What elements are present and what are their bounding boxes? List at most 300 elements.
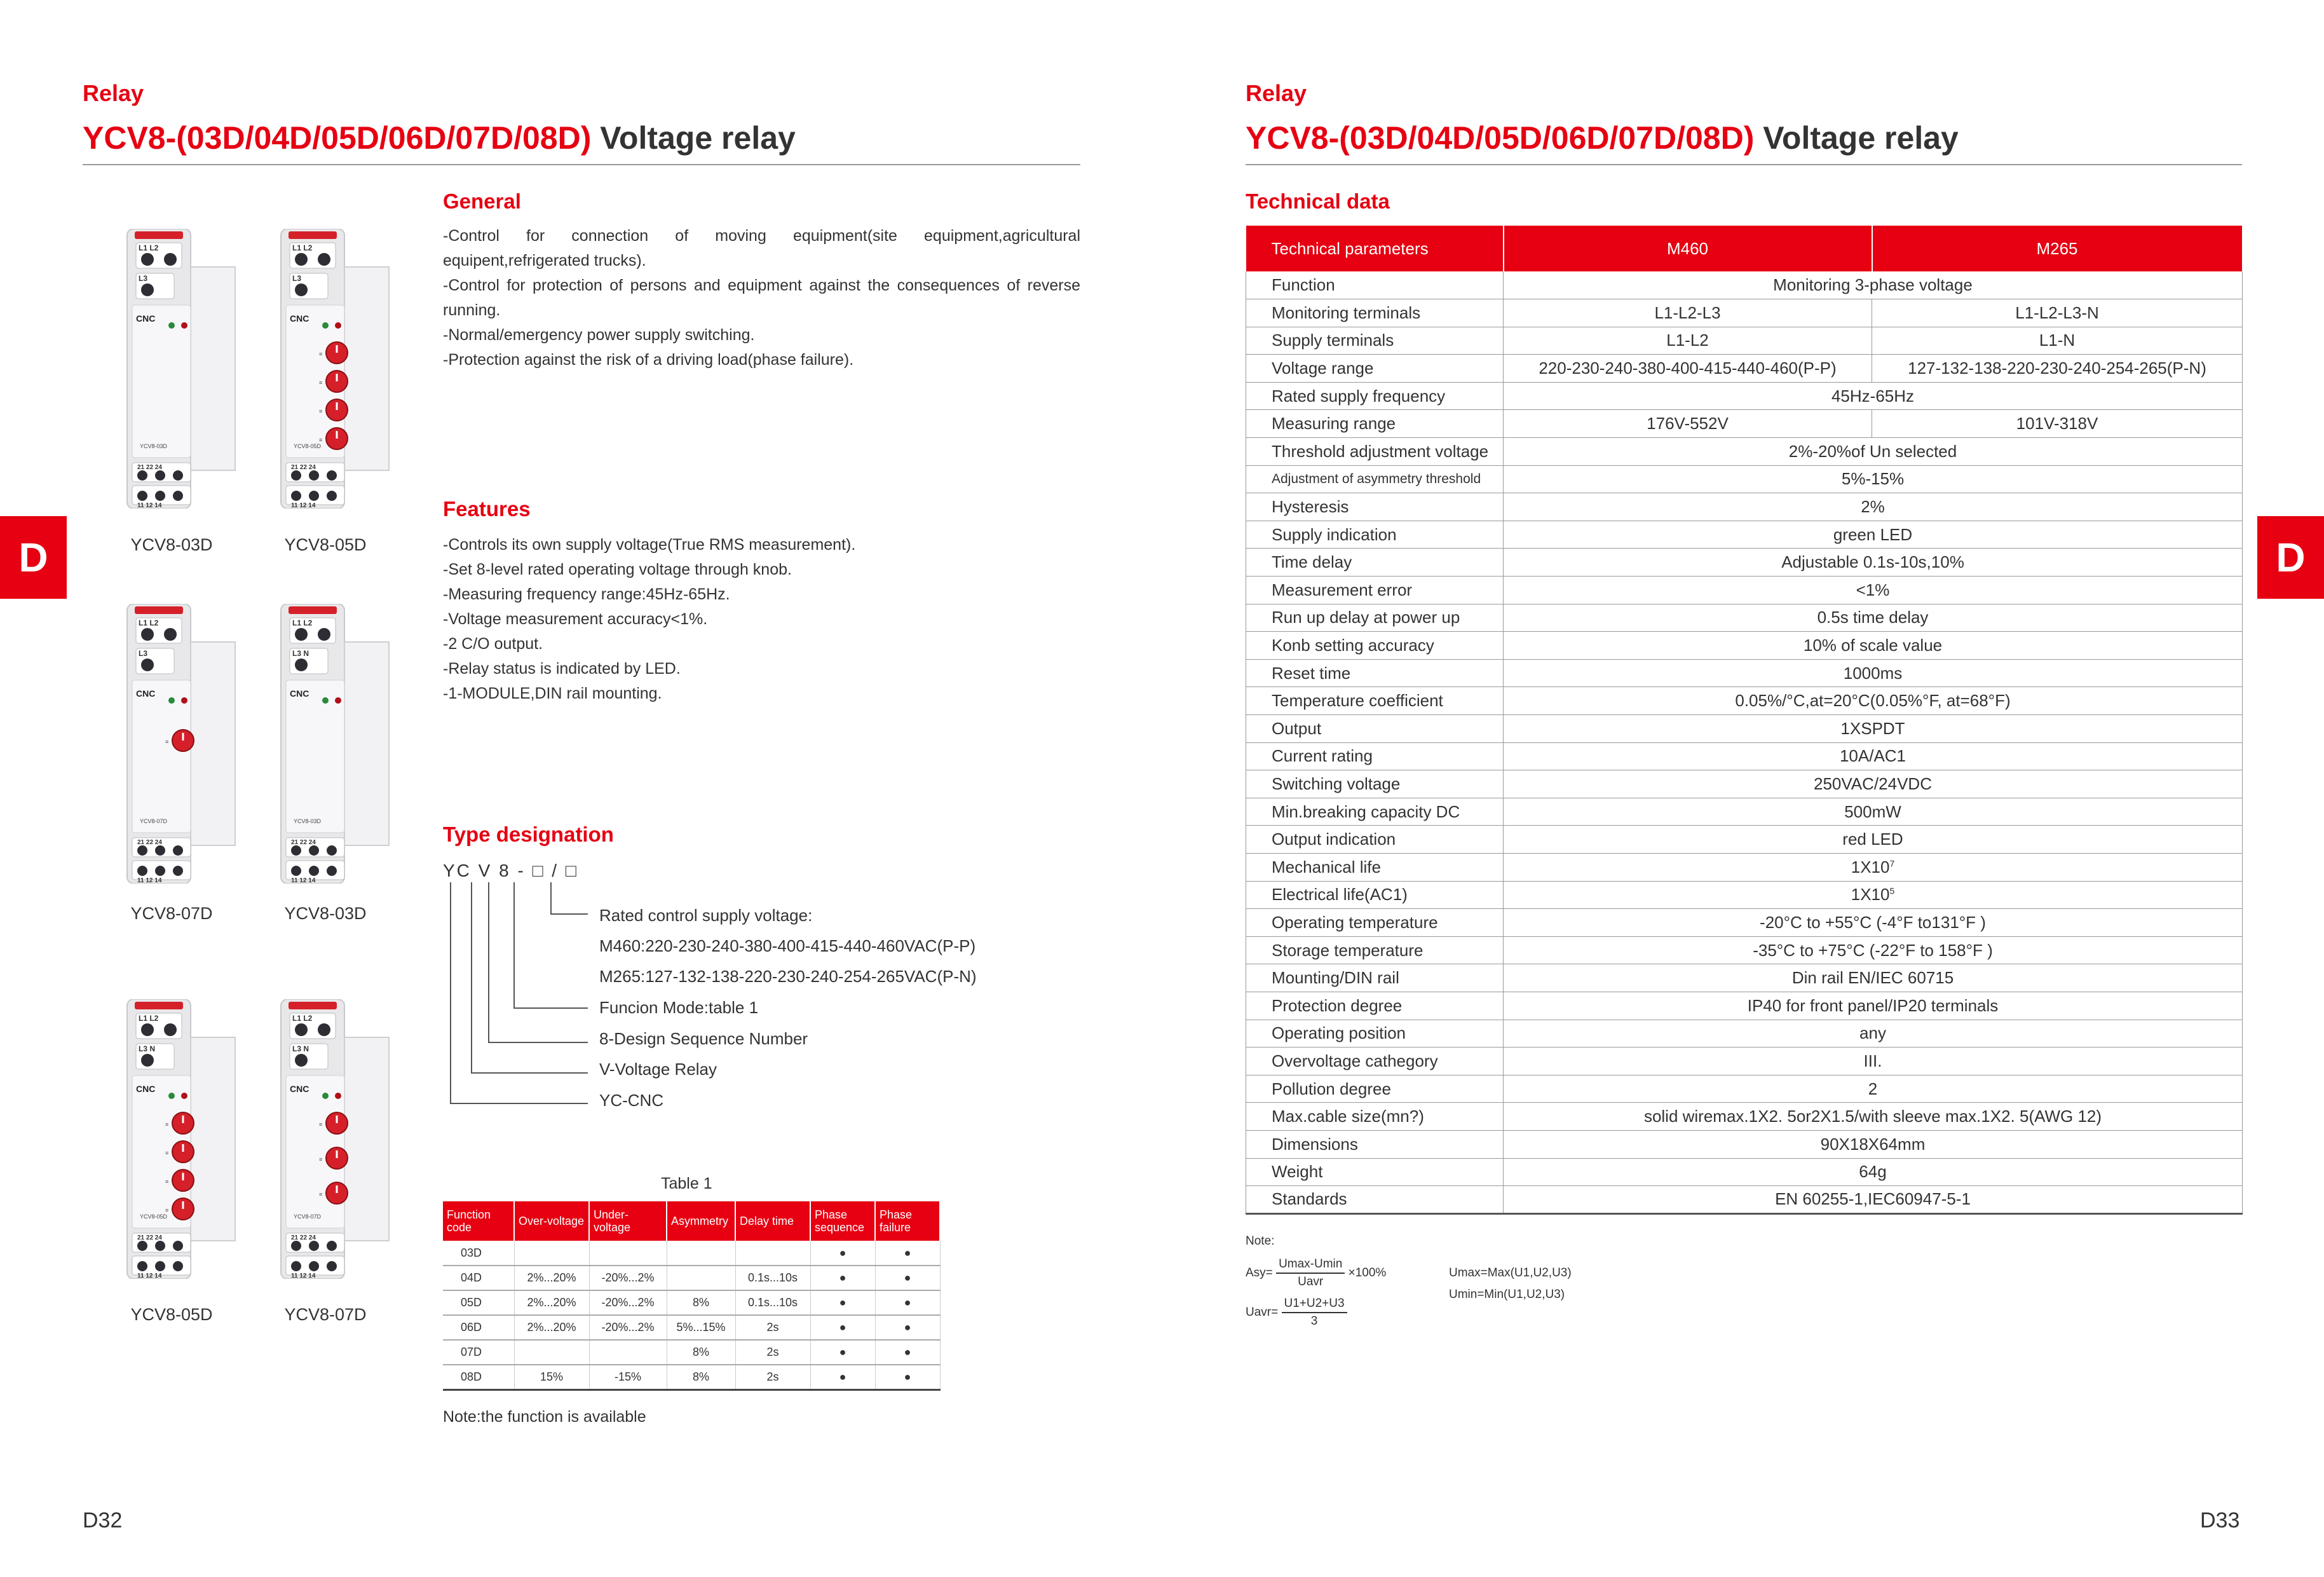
tech-value-m265: L1-N: [1872, 327, 2243, 355]
tech-param: Hysteresis: [1246, 493, 1504, 521]
right-page-title: [1246, 119, 1959, 156]
tech-row: [1246, 909, 2243, 937]
tech-value: [1504, 1103, 2243, 1131]
general-heading: General: [443, 189, 521, 213]
tech-value: [1504, 1048, 2243, 1075]
tech-row: [1246, 964, 2243, 992]
svg-text:YCV8-07D: YCV8-07D: [140, 818, 168, 824]
tech-row: [1246, 299, 2243, 327]
svg-text:≡: ≡: [319, 379, 323, 386]
tech-param: Protection degree: [1246, 992, 1504, 1020]
tech-header-m265: M265: [1872, 226, 2243, 271]
general-item: -Protection against the risk of a driving load(phase failure).: [443, 351, 854, 369]
tech-row: [1246, 826, 2243, 854]
table1-cell: -20%...2%: [589, 1315, 667, 1340]
tech-value: [1504, 549, 2243, 577]
general-item: -Normal/emergency power supply switching.: [443, 326, 755, 344]
tech-value: [1504, 659, 2243, 687]
tech-body: [1246, 271, 2243, 1213]
technical-data-table: [1246, 226, 2243, 1215]
svg-text:YCV8-03D: YCV8-03D: [294, 818, 322, 824]
general-item: -Control for connection of moving equipment(site equipment,agricultural equipent,refrigerated trucks).: [443, 227, 1080, 270]
table1-row: [443, 1365, 940, 1389]
table1-cell: [589, 1340, 667, 1365]
table1-cell: 0.1s...10s: [735, 1266, 810, 1290]
table1-cell: [514, 1340, 589, 1365]
tech-value: [1504, 936, 2243, 964]
tech-param: Pollution degree: [1246, 1075, 1504, 1103]
tech-row: [1246, 327, 2243, 355]
svg-text:L1 L2: L1 L2: [139, 243, 159, 252]
tech-value: [1504, 1186, 2243, 1214]
table1-row: [443, 1241, 940, 1266]
table1-cell: ●: [875, 1340, 940, 1365]
tech-row: [1246, 715, 2243, 743]
tech-value: [1504, 577, 2243, 604]
tech-header-parameters: Technical parameters: [1246, 226, 1504, 271]
tech-value: [1504, 382, 2243, 410]
tech-value-text: 0.05%/°C,at=20°C(0.05%°F, at=68°F): [1735, 691, 2011, 711]
tech-param: Threshold adjustment voltage: [1246, 438, 1504, 466]
general-list: [443, 224, 1080, 372]
tech-value-m460: L1-L2-L3: [1504, 299, 1872, 327]
left-side-tab: D: [0, 516, 67, 599]
table1-cell: [667, 1241, 735, 1266]
svg-text:≡: ≡: [319, 1156, 323, 1163]
tech-param: Output: [1246, 715, 1504, 743]
tech-param: Measurement error: [1246, 577, 1504, 604]
table1-cell: ●: [875, 1365, 940, 1389]
tech-value-text: -20°C to +55°C (-4°F to131°F ): [1760, 912, 1986, 932]
table1-cell: 04D: [443, 1266, 514, 1290]
table1-cell: 2%...20%: [514, 1266, 589, 1290]
tech-row: [1246, 936, 2243, 964]
tech-row: [1246, 798, 2243, 826]
right-page-number: D33: [2200, 1508, 2240, 1533]
tech-row: [1246, 1020, 2243, 1048]
tech-param: Time delay: [1246, 549, 1504, 577]
tech-param: Rated supply frequency: [1246, 382, 1504, 410]
tech-value: [1504, 992, 2243, 1020]
tech-value: [1504, 1075, 2243, 1103]
table1-cell: 08D: [443, 1365, 514, 1389]
tech-param: Voltage range: [1246, 355, 1504, 383]
svg-text:21 22 24: 21 22 24: [291, 1234, 316, 1241]
tech-param: Reset time: [1246, 659, 1504, 687]
svg-text:≡: ≡: [319, 1191, 323, 1198]
type-designation-heading: Type designation: [443, 823, 614, 846]
tech-value: [1504, 438, 2243, 466]
table1-cell: 8%: [667, 1340, 735, 1365]
left-page-title: [83, 119, 796, 156]
table1-header: Function code: [443, 1201, 514, 1241]
product-caption: YCV8-07D: [284, 1305, 367, 1324]
tech-value: [1504, 271, 2243, 299]
tech-value-m460: 220-230-240-380-400-415-440-460(P-P): [1504, 355, 1872, 383]
svg-text:≡: ≡: [319, 408, 323, 414]
features-list: [443, 533, 1080, 706]
tech-row: [1246, 410, 2243, 438]
table1-row: [443, 1315, 940, 1340]
svg-text:≡: ≡: [165, 1178, 169, 1185]
right-title-model: YCV8-(03D/04D/05D/06D/07D/08D): [1246, 120, 1755, 156]
asy-numerator: Umax-Umin: [1276, 1257, 1345, 1274]
svg-text:L3 N: L3 N: [139, 1044, 156, 1053]
features-item: -Controls its own supply voltage(True RMS measurement).: [443, 536, 856, 554]
tech-value: [1504, 493, 2243, 521]
svg-text:21 22 24: 21 22 24: [137, 1234, 162, 1241]
tech-value-m460: L1-L2: [1504, 327, 1872, 355]
features-item: -Relay status is indicated by LED.: [443, 660, 681, 678]
svg-text:YCV8-05D: YCV8-05D: [294, 443, 322, 449]
tech-value: [1504, 798, 2243, 826]
type-item: YC-CNC: [599, 1091, 664, 1110]
tech-value-text: solid wiremax.1X2. 5or2X1.5/with sleeve max.1X2. 5(AWG 12): [1643, 1107, 2102, 1126]
table1-body: [443, 1241, 940, 1389]
tech-value-text: 2: [1868, 1079, 1878, 1098]
tech-value-text: Adjustable 0.1s-10s,10%: [1781, 552, 1964, 572]
tech-param: Weight: [1246, 1158, 1504, 1186]
line-voltage: [551, 882, 588, 914]
relay-device-image: [121, 604, 241, 887]
technical-data-heading: Technical data: [1246, 189, 1390, 213]
table1-cell: -20%...2%: [589, 1266, 667, 1290]
tech-param: Temperature coefficient: [1246, 687, 1504, 715]
tech-value: [1504, 770, 2243, 798]
type-item: Funcion Mode:table 1: [599, 998, 759, 1017]
table1-cell: -15%: [589, 1365, 667, 1389]
svg-text:≡: ≡: [319, 437, 323, 443]
svg-text:CNC: CNC: [290, 688, 309, 699]
tech-param: Supply indication: [1246, 521, 1504, 549]
features-item: -2 C/O output.: [443, 635, 543, 653]
svg-text:L1 L2: L1 L2: [292, 1014, 313, 1023]
table1-cell: [589, 1241, 667, 1266]
svg-text:L1 L2: L1 L2: [292, 243, 313, 252]
right-title-type: Voltage relay: [1763, 120, 1959, 156]
table1-caption: Table 1: [661, 1175, 712, 1192]
tech-param: Mounting/DIN rail: [1246, 964, 1504, 992]
tech-value: [1504, 826, 2243, 854]
svg-text:11 12 14: 11 12 14: [291, 877, 316, 884]
table1-cell: ●: [810, 1266, 875, 1290]
table1-header: Asymmetry: [667, 1201, 735, 1241]
tech-value: [1504, 742, 2243, 770]
table1-cell: [667, 1266, 735, 1290]
table1-cell: 5%...15%: [667, 1315, 735, 1340]
table1-row: [443, 1340, 940, 1365]
product-caption: YCV8-03D: [284, 904, 367, 923]
relay-device-image: [121, 999, 241, 1282]
tech-value-text: Monitoring 3-phase voltage: [1773, 275, 1973, 295]
general-item: -Control for protection of persons and equipment against the consequences of reverse running.: [443, 276, 1080, 319]
uavr-fraction: [1282, 1297, 1347, 1328]
svg-text:L3 N: L3 N: [292, 1044, 309, 1053]
svg-text:YCV8-05D: YCV8-05D: [140, 1213, 168, 1220]
product-caption: YCV8-07D: [130, 904, 213, 923]
tech-value-text: 250VAC/24VDC: [1814, 774, 1932, 793]
tech-value-text: red LED: [1842, 829, 1903, 849]
tech-value-text: 500mW: [1844, 802, 1901, 821]
table1: [443, 1201, 941, 1391]
tech-param: Overvoltage cathegory: [1246, 1048, 1504, 1075]
table1-cell: 8%: [667, 1290, 735, 1315]
tech-value: [1504, 521, 2243, 549]
svg-text:≡: ≡: [165, 739, 169, 745]
svg-text:21 22 24: 21 22 24: [291, 839, 316, 846]
tech-value-m460: 176V-552V: [1504, 410, 1872, 438]
tech-param: Dimensions: [1246, 1130, 1504, 1158]
tech-value-text: 1XSPDT: [1840, 718, 1905, 738]
tech-param: Storage temperature: [1246, 936, 1504, 964]
tech-value: [1504, 604, 2243, 632]
tech-value: [1504, 881, 2243, 909]
asy-denominator: Uavr: [1298, 1275, 1324, 1288]
tech-value-m265: 101V-318V: [1872, 410, 2243, 438]
type-item: M460:220-230-240-380-400-415-440-460VAC(P-P): [599, 936, 976, 955]
tech-row: [1246, 687, 2243, 715]
table1-header: Under-voltage: [589, 1201, 667, 1241]
features-item: -Measuring frequency range:45Hz-65Hz.: [443, 585, 730, 603]
umax-formula: Umax=Max(U1,U2,U3): [1449, 1266, 1572, 1280]
asy-formula: [1246, 1257, 1386, 1289]
svg-text:21 22 24: 21 22 24: [291, 464, 316, 471]
table1-row: [443, 1266, 940, 1290]
tech-row: [1246, 742, 2243, 770]
svg-text:≡: ≡: [165, 1150, 169, 1156]
asy-suffix: ×100%: [1348, 1266, 1387, 1280]
table1-header: Phase sequence: [810, 1201, 875, 1241]
tech-param: Switching voltage: [1246, 770, 1504, 798]
table1-cell: ●: [875, 1315, 940, 1340]
tech-row: [1246, 521, 2243, 549]
tech-value-text: IP40 for front panel/IP20 terminals: [1747, 995, 1999, 1015]
asy-fraction: [1276, 1257, 1345, 1289]
tech-value-m265: L1-L2-L3-N: [1872, 299, 2243, 327]
tech-value-text: Din rail EN/IEC 60715: [1791, 968, 1954, 988]
table1-cell: 8%: [667, 1365, 735, 1389]
tech-row: [1246, 1130, 2243, 1158]
table1-cell: ●: [810, 1290, 875, 1315]
tech-value: [1504, 1158, 2243, 1186]
note-label: Note:: [1246, 1234, 1275, 1248]
relay-device-image: [275, 229, 395, 512]
tech-param: Run up delay at power up: [1246, 604, 1504, 632]
table1-cell: 2s: [735, 1340, 810, 1365]
svg-text:11 12 14: 11 12 14: [137, 877, 162, 884]
tech-value: [1504, 853, 2243, 881]
features-item: -Set 8-level rated operating voltage through knob.: [443, 561, 792, 578]
svg-text:L1 L2: L1 L2: [292, 618, 313, 627]
features-heading: Features: [443, 497, 531, 521]
tech-row: [1246, 604, 2243, 632]
table1-header-row: [443, 1201, 940, 1241]
svg-text:≡: ≡: [319, 351, 323, 357]
left-page-number: D32: [83, 1508, 123, 1533]
uavr-prefix: Uavr=: [1246, 1306, 1279, 1320]
umin-formula: Umin=Min(U1,U2,U3): [1449, 1288, 1565, 1301]
table1-cell: ●: [810, 1365, 875, 1389]
tech-param: Standards: [1246, 1186, 1504, 1214]
tech-value: [1504, 465, 2243, 493]
tech-row: [1246, 382, 2243, 410]
svg-text:L3: L3: [139, 274, 148, 283]
product-caption: YCV8-05D: [130, 1305, 213, 1324]
svg-text:CNC: CNC: [290, 313, 309, 324]
tech-param: Supply terminals: [1246, 327, 1504, 355]
tech-value-text: 45Hz-65Hz: [1831, 386, 1915, 406]
svg-text:≡: ≡: [165, 1207, 169, 1213]
tech-value-exponent: 7: [1889, 858, 1895, 869]
svg-text:CNC: CNC: [136, 313, 156, 324]
tech-value-text: 2%: [1861, 497, 1885, 517]
relay-device-image: [121, 229, 241, 512]
features-item: -1-MODULE,DIN rail mounting.: [443, 685, 662, 702]
table1-cell: [735, 1241, 810, 1266]
table1-cell: ●: [875, 1241, 940, 1266]
table1-cell: 2%...20%: [514, 1290, 589, 1315]
tech-value-text: 64g: [1859, 1162, 1887, 1182]
table1-cell: [514, 1241, 589, 1266]
uavr-numerator: U1+U2+U3: [1282, 1297, 1347, 1313]
tech-param: Min.breaking capacity DC: [1246, 798, 1504, 826]
tech-value: [1504, 687, 2243, 715]
table1-cell: 06D: [443, 1315, 514, 1340]
right-title-rule: [1246, 164, 2242, 165]
tech-param: Operating temperature: [1246, 909, 1504, 937]
tech-param: Output indication: [1246, 826, 1504, 854]
tech-value-exponent: 5: [1889, 885, 1895, 896]
tech-row: [1246, 549, 2243, 577]
tech-header-m460: M460: [1504, 226, 1872, 271]
tech-row: [1246, 1103, 2243, 1131]
tech-value: [1504, 1130, 2243, 1158]
left-section-label: Relay: [83, 80, 144, 106]
product-caption: YCV8-03D: [130, 535, 213, 554]
left-title-model: YCV8-(03D/04D/05D/06D/07D/08D): [83, 120, 592, 156]
tech-value-text: 90X18X64mm: [1820, 1134, 1926, 1154]
tech-row: [1246, 992, 2243, 1020]
type-item: M265:127-132-138-220-230-240-254-265VAC(P-N): [599, 967, 977, 986]
table1-cell: -20%...2%: [589, 1290, 667, 1315]
tech-value-text: 10A/AC1: [1839, 746, 1906, 766]
tech-param: Adjustment of asymmetry threshold: [1246, 465, 1504, 493]
table1-cell: 2s: [735, 1365, 810, 1389]
svg-text:CNC: CNC: [136, 1084, 156, 1094]
tech-value-text: 1X10: [1851, 857, 1890, 877]
svg-text:11 12 14: 11 12 14: [137, 1273, 162, 1279]
type-item: V-Voltage Relay: [599, 1060, 717, 1079]
tech-value-text: -35°C to +75°C (-22°F to 158°F ): [1753, 940, 1993, 960]
table1-cell: ●: [810, 1340, 875, 1365]
svg-text:CNC: CNC: [136, 688, 156, 699]
table1-cell: ●: [810, 1241, 875, 1266]
left-title-type: Voltage relay: [600, 120, 796, 156]
tech-row: [1246, 881, 2243, 909]
type-code: YC V 8 - □ / □: [443, 861, 578, 880]
tech-row: [1246, 1186, 2243, 1214]
tech-value: [1504, 909, 2243, 937]
tech-value-text: 2%-20%of Un selected: [1788, 441, 1957, 461]
tech-param: Current rating: [1246, 742, 1504, 770]
table1-header: Phase failure: [875, 1201, 940, 1241]
table1-cell: 2s: [735, 1315, 810, 1340]
tech-value: [1504, 964, 2243, 992]
table1-cell: ●: [875, 1266, 940, 1290]
table1-cell: 07D: [443, 1340, 514, 1365]
tech-row: [1246, 438, 2243, 466]
asy-prefix: Asy=: [1246, 1266, 1273, 1280]
tech-value-text: 10% of scale value: [1803, 636, 1943, 655]
tech-param: Function: [1246, 271, 1504, 299]
table1-cell: 05D: [443, 1290, 514, 1315]
tech-value-text: any: [1859, 1023, 1886, 1043]
tech-row: [1246, 659, 2243, 687]
tech-row: [1246, 493, 2243, 521]
tech-row: [1246, 271, 2243, 299]
left-title-rule: [83, 164, 1080, 165]
svg-text:≡: ≡: [165, 1121, 169, 1128]
table1-header: Over-voltage: [514, 1201, 589, 1241]
tech-value-text: 1X10: [1851, 885, 1890, 905]
features-item: -Voltage measurement accuracy<1%.: [443, 610, 708, 628]
tech-header-row: [1246, 226, 2243, 271]
tech-param: Max.cable size(mn?): [1246, 1103, 1504, 1131]
tech-param: Mechanical life: [1246, 853, 1504, 881]
svg-text:11 12 14: 11 12 14: [291, 502, 316, 509]
tech-value-text: III.: [1863, 1051, 1882, 1070]
type-designation-lines: [443, 882, 608, 1111]
svg-text:CNC: CNC: [290, 1084, 309, 1094]
tech-param: Electrical life(AC1): [1246, 881, 1504, 909]
tech-param: Operating position: [1246, 1020, 1504, 1048]
tech-value-text: 5%-15%: [1841, 469, 1905, 489]
tech-row: [1246, 632, 2243, 660]
svg-text:11 12 14: 11 12 14: [291, 1273, 316, 1279]
svg-text:L1 L2: L1 L2: [139, 618, 159, 627]
tech-param: Konb setting accuracy: [1246, 632, 1504, 660]
tech-row: [1246, 1158, 2243, 1186]
type-item: 8-Design Sequence Number: [599, 1029, 808, 1048]
line-8: [489, 882, 588, 1042]
tech-row: [1246, 1075, 2243, 1103]
table1-cell: 0.1s...10s: [735, 1290, 810, 1315]
tech-value: [1504, 715, 2243, 743]
svg-text:L1 L2: L1 L2: [139, 1014, 159, 1023]
tech-row: [1246, 1048, 2243, 1075]
tech-value-text: green LED: [1833, 524, 1913, 544]
svg-text:L3 N: L3 N: [292, 649, 309, 658]
tech-value-m265: 127-132-138-220-230-240-254-265(P-N): [1872, 355, 2243, 383]
table1-cell: ●: [875, 1290, 940, 1315]
tech-value-text: 1000ms: [1843, 663, 1903, 683]
tech-param: Measuring range: [1246, 410, 1504, 438]
table1-row: [443, 1290, 940, 1315]
svg-text:21 22 24: 21 22 24: [137, 464, 162, 471]
svg-text:21 22 24: 21 22 24: [137, 839, 162, 846]
uavr-formula: [1246, 1297, 1347, 1328]
uavr-denominator: 3: [1310, 1314, 1318, 1328]
svg-text:L3: L3: [292, 274, 302, 283]
table1-cell: 03D: [443, 1241, 514, 1266]
tech-row: [1246, 770, 2243, 798]
tech-value: [1504, 632, 2243, 660]
tech-row: [1246, 355, 2243, 383]
relay-device-image: [275, 604, 395, 887]
tech-row: [1246, 853, 2243, 881]
right-side-tab: D: [2257, 516, 2324, 599]
tech-row: [1246, 577, 2243, 604]
